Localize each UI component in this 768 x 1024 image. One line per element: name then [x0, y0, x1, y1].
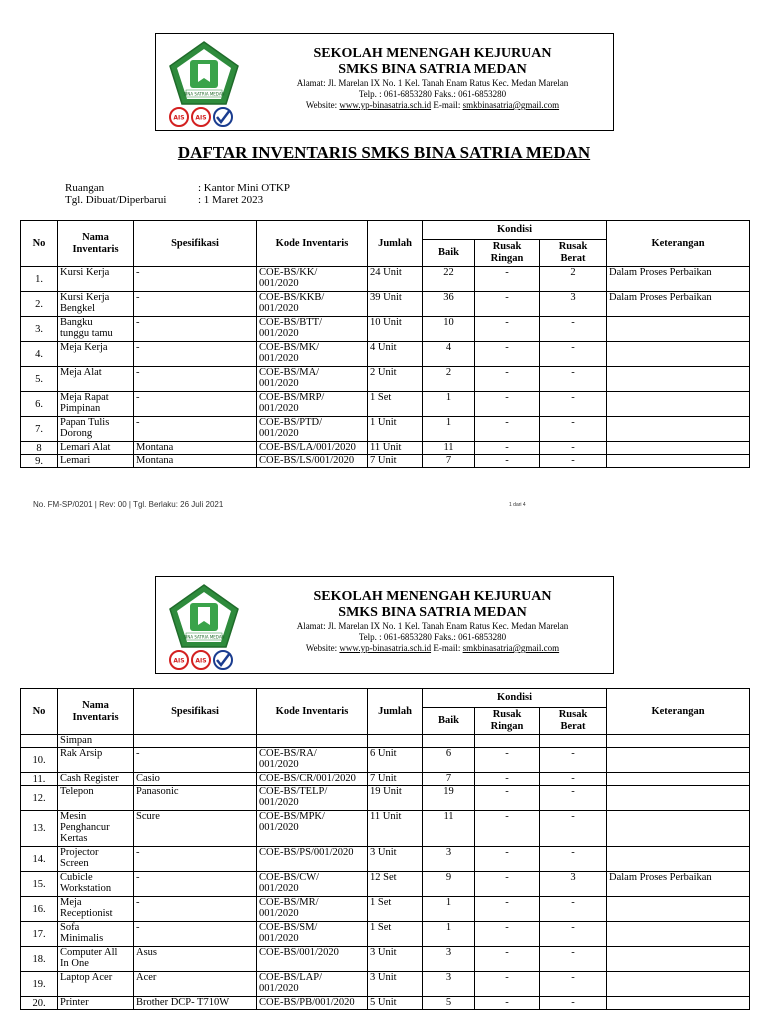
cell-spesifikasi: Casio — [134, 773, 257, 786]
cell-spesifikasi: Panasonic — [134, 786, 257, 811]
inventory-table-page-2 — [20, 688, 750, 1010]
cell-baik: 1 — [423, 417, 475, 442]
cell-kode: COE-BS/TELP/ 001/2020 — [257, 786, 368, 811]
room-value: : Kantor Mini OTKP — [198, 182, 290, 194]
table-row — [21, 922, 750, 947]
cell-nama: Mesin Penghancur Kertas — [58, 811, 134, 847]
table-row — [21, 735, 750, 748]
cell-no: 4. — [21, 342, 58, 367]
cell-rusak-berat: - — [540, 748, 607, 773]
cell-nama: Cubicle Workstation — [58, 872, 134, 897]
cell-rusak-ringan: - — [475, 317, 540, 342]
cell-jumlah: 7 Unit — [368, 773, 423, 786]
cell-no: 10. — [21, 748, 58, 773]
cell-rusak-berat — [540, 735, 607, 748]
cell-nama: Meja Rapat Pimpinan — [58, 392, 134, 417]
cell-no — [21, 735, 58, 748]
svg-text:AIS: AIS — [173, 114, 185, 122]
cell-kode: COE-BS/KKB/ 001/2020 — [257, 292, 368, 317]
cell-baik: 36 — [423, 292, 475, 317]
cell-no: 13. — [21, 811, 58, 847]
meta-date — [65, 194, 290, 206]
table-row — [21, 417, 750, 442]
cell-spesifikasi: Acer — [134, 972, 257, 997]
cell-baik: 4 — [423, 342, 475, 367]
cell-nama: Laptop Acer — [58, 972, 134, 997]
cell-nama: Simpan — [58, 735, 134, 748]
cell-rusak-ringan: - — [475, 922, 540, 947]
cell-rusak-ringan — [475, 735, 540, 748]
cell-jumlah: 19 Unit — [368, 786, 423, 811]
header-keterangan: Keterangan — [607, 221, 750, 267]
cell-kode: COE-BS/MA/ 001/2020 — [257, 367, 368, 392]
cell-nama: Lemari Alat — [58, 442, 134, 455]
cell-no: 14. — [21, 847, 58, 872]
cell-kode: COE-BS/LS/001/2020 — [257, 455, 368, 468]
cell-keterangan — [607, 367, 750, 392]
cell-nama: Printer — [58, 997, 134, 1010]
cell-spesifikasi: - — [134, 367, 257, 392]
cell-keterangan — [607, 947, 750, 972]
letterhead-text — [252, 589, 613, 654]
cell-kode: COE-BS/PTD/ 001/2020 — [257, 417, 368, 442]
table-body — [21, 735, 750, 1010]
cell-kode: COE-BS/LAP/ 001/2020 — [257, 972, 368, 997]
table-row — [21, 773, 750, 786]
cell-rusak-berat: - — [540, 442, 607, 455]
cell-no: 7. — [21, 417, 58, 442]
cell-rusak-ringan: - — [475, 811, 540, 847]
cell-jumlah: 3 Unit — [368, 947, 423, 972]
table-row — [21, 367, 750, 392]
cell-baik: 11 — [423, 442, 475, 455]
cell-rusak-ringan: - — [475, 947, 540, 972]
cell-nama: Projector Screen — [58, 847, 134, 872]
cell-spesifikasi: - — [134, 847, 257, 872]
school-name: SMKS BINA SATRIA MEDAN — [338, 62, 527, 77]
document-meta — [65, 182, 290, 206]
cell-spesifikasi: - — [134, 897, 257, 922]
cell-rusak-ringan: - — [475, 748, 540, 773]
inventory-table-page-1 — [20, 220, 750, 468]
school-type: SEKOLAH MENENGAH KEJURUAN — [313, 589, 552, 604]
cell-rusak-berat: - — [540, 367, 607, 392]
header-jumlah: Jumlah — [368, 689, 423, 735]
cell-jumlah: 1 Set — [368, 392, 423, 417]
cell-jumlah: 1 Set — [368, 922, 423, 947]
cell-spesifikasi: - — [134, 317, 257, 342]
cell-baik: 1 — [423, 922, 475, 947]
table-row — [21, 748, 750, 773]
table-row — [21, 972, 750, 997]
school-phone: Telp. : 061-6853280 Faks.: 061-6853280 — [358, 632, 507, 642]
cell-rusak-berat: - — [540, 947, 607, 972]
cell-nama: Computer All In One — [58, 947, 134, 972]
cell-no: 6. — [21, 392, 58, 417]
cell-baik: 3 — [423, 847, 475, 872]
cell-keterangan — [607, 922, 750, 947]
room-label: Ruangan — [65, 182, 105, 194]
document-title: DAFTAR INVENTARIS SMKS BINA SATRIA MEDAN — [177, 143, 591, 162]
school-type: SEKOLAH MENENGAH KEJURUAN — [313, 46, 552, 61]
cell-rusak-ringan: - — [475, 292, 540, 317]
cell-baik: 1 — [423, 897, 475, 922]
letterhead — [155, 576, 614, 674]
cell-rusak-ringan: - — [475, 773, 540, 786]
cell-rusak-berat: - — [540, 342, 607, 367]
table-row — [21, 847, 750, 872]
cell-no: 17. — [21, 922, 58, 947]
header-spesifikasi: Spesifikasi — [134, 221, 257, 267]
cell-spesifikasi: Montana — [134, 442, 257, 455]
cell-kode: COE-BS/RA/ 001/2020 — [257, 748, 368, 773]
cell-nama: Kursi Kerja Bengkel — [58, 292, 134, 317]
cell-baik — [423, 735, 475, 748]
cell-spesifikasi: - — [134, 292, 257, 317]
cell-no: 11. — [21, 773, 58, 786]
cell-keterangan — [607, 417, 750, 442]
svg-text:AIS: AIS — [195, 114, 207, 122]
cell-baik: 1 — [423, 392, 475, 417]
cell-baik: 7 — [423, 455, 475, 468]
cell-nama: Meja Kerja — [58, 342, 134, 367]
cell-rusak-ringan: - — [475, 455, 540, 468]
cell-jumlah: 10 Unit — [368, 317, 423, 342]
svg-text:AIS: AIS — [195, 657, 207, 665]
cell-keterangan — [607, 811, 750, 847]
letterhead — [155, 33, 614, 131]
table-row — [21, 455, 750, 468]
header-keterangan: Keterangan — [607, 689, 750, 735]
cell-keterangan — [607, 317, 750, 342]
header-spesifikasi: Spesifikasi — [134, 689, 257, 735]
cell-rusak-ringan: - — [475, 392, 540, 417]
school-contact — [252, 643, 613, 654]
cell-no: 20. — [21, 997, 58, 1010]
cell-spesifikasi: - — [134, 417, 257, 442]
table-body — [21, 267, 750, 468]
cell-nama: Bangku tunggu tamu — [58, 317, 134, 342]
table-row — [21, 997, 750, 1010]
school-phone: Telp. : 061-6853280 Faks.: 061-6853280 — [358, 89, 507, 99]
cell-rusak-ringan: - — [475, 367, 540, 392]
cell-jumlah: 1 Set — [368, 897, 423, 922]
cell-keterangan — [607, 997, 750, 1010]
cell-keterangan — [607, 442, 750, 455]
table-row — [21, 786, 750, 811]
cell-no: 16. — [21, 897, 58, 922]
cell-rusak-ringan: - — [475, 442, 540, 455]
cell-keterangan: Dalam Proses Perbaikan — [607, 267, 750, 292]
cell-baik: 2 — [423, 367, 475, 392]
email-label: E-mail: — [433, 100, 461, 110]
header-baik: Baik — [423, 708, 475, 735]
header-nama: Nama Inventaris — [58, 221, 134, 267]
cell-keterangan: Dalam Proses Perbaikan — [607, 292, 750, 317]
cell-nama: Papan Tulis Dorong — [58, 417, 134, 442]
cell-rusak-berat: - — [540, 786, 607, 811]
table-row — [21, 872, 750, 897]
cell-jumlah: 7 Unit — [368, 455, 423, 468]
cell-spesifikasi: Brother DCP- T710W — [134, 997, 257, 1010]
cell-spesifikasi: - — [134, 267, 257, 292]
header-rusak-ringan: Rusak Ringan — [475, 240, 540, 267]
cell-nama: Meja Receptionist — [58, 897, 134, 922]
cell-baik: 6 — [423, 748, 475, 773]
cell-kode: COE-BS/CR/001/2020 — [257, 773, 368, 786]
letterhead-text — [252, 46, 613, 111]
cell-keterangan — [607, 455, 750, 468]
cell-spesifikasi: Scure — [134, 811, 257, 847]
header-no: No — [21, 221, 58, 267]
cell-kode: COE-BS/PB/001/2020 — [257, 997, 368, 1010]
website-link[interactable]: www.yp-binasatria.sch.id — [339, 100, 432, 110]
cell-rusak-ringan: - — [475, 872, 540, 897]
cell-rusak-ringan: - — [475, 342, 540, 367]
cell-rusak-ringan: - — [475, 417, 540, 442]
cell-rusak-ringan: - — [475, 786, 540, 811]
cell-rusak-berat: - — [540, 773, 607, 786]
cell-jumlah: 12 Set — [368, 872, 423, 897]
cell-keterangan — [607, 786, 750, 811]
website-label: Website: — [305, 100, 338, 110]
cell-rusak-berat: - — [540, 997, 607, 1010]
cell-kode — [257, 735, 368, 748]
table-row — [21, 317, 750, 342]
cell-no: 19. — [21, 972, 58, 997]
header-no: No — [21, 689, 58, 735]
school-address: Alamat: Jl. Marelan IX No. 1 Kel. Tanah Enam Ratus Kec. Medan Marelan — [296, 621, 569, 631]
cell-jumlah: 39 Unit — [368, 292, 423, 317]
cell-nama: Sofa Minimalis — [58, 922, 134, 947]
cell-kode: COE-BS/MPK/ 001/2020 — [257, 811, 368, 847]
cell-baik: 11 — [423, 811, 475, 847]
cell-spesifikasi: Montana — [134, 455, 257, 468]
cell-jumlah — [368, 735, 423, 748]
cell-no: 1. — [21, 267, 58, 292]
cell-baik: 9 — [423, 872, 475, 897]
cell-baik: 5 — [423, 997, 475, 1010]
cell-rusak-ringan: - — [475, 267, 540, 292]
cell-keterangan — [607, 392, 750, 417]
table-row — [21, 267, 750, 292]
cell-jumlah: 2 Unit — [368, 367, 423, 392]
cell-rusak-berat: - — [540, 455, 607, 468]
cell-keterangan — [607, 847, 750, 872]
table-row — [21, 897, 750, 922]
header-kondisi: Kondisi — [423, 689, 607, 708]
cell-spesifikasi: Asus — [134, 947, 257, 972]
cell-spesifikasi: - — [134, 922, 257, 947]
cell-rusak-berat: - — [540, 972, 607, 997]
cell-keterangan — [607, 748, 750, 773]
cell-no: 12. — [21, 786, 58, 811]
cell-jumlah: 4 Unit — [368, 342, 423, 367]
cell-no: 15. — [21, 872, 58, 897]
cell-rusak-ringan: - — [475, 972, 540, 997]
cell-rusak-berat: 3 — [540, 872, 607, 897]
cell-nama: Lemari — [58, 455, 134, 468]
cell-rusak-berat: 3 — [540, 292, 607, 317]
cell-rusak-berat: - — [540, 897, 607, 922]
cell-no: 2. — [21, 292, 58, 317]
cell-baik: 3 — [423, 972, 475, 997]
cell-keterangan — [607, 735, 750, 748]
table-row — [21, 392, 750, 417]
email-link[interactable]: smkbinasatria@gmail.com — [462, 100, 560, 110]
cell-nama: Rak Arsip — [58, 748, 134, 773]
cell-jumlah: 11 Unit — [368, 811, 423, 847]
cell-no: 3. — [21, 317, 58, 342]
cell-jumlah: 11 Unit — [368, 442, 423, 455]
school-logo-icon — [164, 38, 244, 128]
cell-kode: COE-BS/MR/ 001/2020 — [257, 897, 368, 922]
cell-spesifikasi — [134, 735, 257, 748]
cell-no: 9. — [21, 455, 58, 468]
cell-rusak-ringan: - — [475, 997, 540, 1010]
cell-keterangan — [607, 897, 750, 922]
cell-spesifikasi: - — [134, 748, 257, 773]
header-jumlah: Jumlah — [368, 221, 423, 267]
cell-rusak-berat: - — [540, 847, 607, 872]
table-row — [21, 442, 750, 455]
cell-rusak-berat: 2 — [540, 267, 607, 292]
school-contact — [252, 100, 613, 111]
cell-spesifikasi: - — [134, 872, 257, 897]
cell-no: 8 — [21, 442, 58, 455]
meta-room — [65, 182, 290, 194]
table-row — [21, 292, 750, 317]
cell-rusak-berat: - — [540, 417, 607, 442]
cell-no: 5. — [21, 367, 58, 392]
school-name: SMKS BINA SATRIA MEDAN — [338, 605, 527, 620]
cell-jumlah: 6 Unit — [368, 748, 423, 773]
school-address: Alamat: Jl. Marelan IX No. 1 Kel. Tanah Enam Ratus Kec. Medan Marelan — [296, 78, 569, 88]
cell-keterangan — [607, 773, 750, 786]
cell-jumlah: 3 Unit — [368, 847, 423, 872]
cell-baik: 22 — [423, 267, 475, 292]
cell-baik: 3 — [423, 947, 475, 972]
cell-rusak-berat: - — [540, 392, 607, 417]
email-link[interactable]: smkbinasatria@gmail.com — [462, 643, 560, 653]
cell-nama: Telepon — [58, 786, 134, 811]
page-number: 1 dari 4 — [509, 502, 526, 508]
cell-kode: COE-BS/MRP/ 001/2020 — [257, 392, 368, 417]
cell-keterangan — [607, 342, 750, 367]
header-nama: Nama Inventaris — [58, 689, 134, 735]
cell-kode: COE-BS/PS/001/2020 — [257, 847, 368, 872]
table-header — [21, 221, 750, 267]
header-rusak-ringan: Rusak Ringan — [475, 708, 540, 735]
cell-nama: Kursi Kerja — [58, 267, 134, 292]
form-footer: No. FM-SP/0201 | Rev: 00 | Tgl. Berlaku: 26 Juli 2021 — [33, 500, 224, 509]
website-link[interactable]: www.yp-binasatria.sch.id — [339, 643, 432, 653]
cell-keterangan: Dalam Proses Perbaikan — [607, 872, 750, 897]
cell-baik: 19 — [423, 786, 475, 811]
header-kondisi: Kondisi — [423, 221, 607, 240]
cell-no: 18. — [21, 947, 58, 972]
cell-baik: 10 — [423, 317, 475, 342]
date-value: : 1 Maret 2023 — [198, 194, 264, 206]
cell-rusak-berat: - — [540, 811, 607, 847]
cell-jumlah: 5 Unit — [368, 997, 423, 1010]
header-rusak-berat: Rusak Berat — [540, 240, 607, 267]
cell-kode: COE-BS/MK/ 001/2020 — [257, 342, 368, 367]
cell-rusak-berat: - — [540, 922, 607, 947]
cell-jumlah: 3 Unit — [368, 972, 423, 997]
website-label: Website: — [305, 643, 338, 653]
header-kode: Kode Inventaris — [257, 689, 368, 735]
table-row — [21, 342, 750, 367]
svg-text:BINA SATRIA MEDAN: BINA SATRIA MEDAN — [183, 91, 225, 97]
date-label: Tgl. Dibuat/Diperbarui — [65, 194, 167, 206]
cell-kode: COE-BS/LA/001/2020 — [257, 442, 368, 455]
cell-jumlah: 24 Unit — [368, 267, 423, 292]
header-baik: Baik — [423, 240, 475, 267]
svg-text:AIS: AIS — [173, 657, 185, 665]
cell-nama: Meja Alat — [58, 367, 134, 392]
header-rusak-berat: Rusak Berat — [540, 708, 607, 735]
cell-keterangan — [607, 972, 750, 997]
cell-rusak-ringan: - — [475, 847, 540, 872]
table-header — [21, 689, 750, 735]
email-label: E-mail: — [433, 643, 461, 653]
cell-spesifikasi: - — [134, 342, 257, 367]
header-kode: Kode Inventaris — [257, 221, 368, 267]
cell-spesifikasi: - — [134, 392, 257, 417]
cell-rusak-berat: - — [540, 317, 607, 342]
cell-nama: Cash Register — [58, 773, 134, 786]
table-row — [21, 811, 750, 847]
cell-kode: COE-BS/SM/ 001/2020 — [257, 922, 368, 947]
cell-kode: COE-BS/KK/ 001/2020 — [257, 267, 368, 292]
cell-rusak-ringan: - — [475, 897, 540, 922]
school-logo-icon — [164, 581, 244, 671]
cell-kode: COE-BS/CW/ 001/2020 — [257, 872, 368, 897]
cell-baik: 7 — [423, 773, 475, 786]
table-row — [21, 947, 750, 972]
cell-jumlah: 1 Unit — [368, 417, 423, 442]
cell-kode: COE-BS/001/2020 — [257, 947, 368, 972]
svg-text:BINA SATRIA MEDAN: BINA SATRIA MEDAN — [183, 634, 225, 640]
cell-kode: COE-BS/BTT/ 001/2020 — [257, 317, 368, 342]
